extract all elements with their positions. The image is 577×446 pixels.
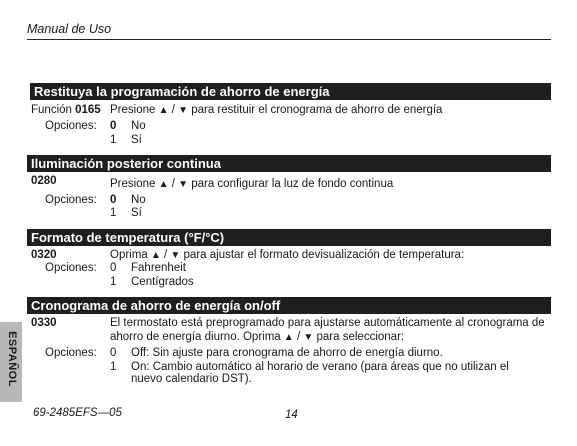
option-text: No	[131, 120, 146, 132]
option-text: Off: Sin ajuste para cronograma de ahorro de energía diurno.	[131, 347, 443, 359]
down-arrow-icon: ▼	[303, 332, 314, 343]
function-prefix: Función	[31, 104, 72, 116]
function-label	[31, 104, 101, 116]
function-description: Presione ▲ / ▼ para configurar la luz de fondo continua	[110, 178, 394, 190]
option-number: 1	[110, 276, 117, 288]
option-number: 0	[110, 194, 117, 206]
down-arrow-icon: ▼	[178, 105, 189, 116]
up-arrow-icon: ▲	[283, 332, 294, 343]
option-text: Fahrenheit	[131, 262, 186, 274]
option-number: 1	[110, 361, 117, 373]
up-arrow-icon: ▲	[150, 250, 161, 261]
document-code: 69-2485EFS—05	[33, 407, 122, 419]
section-heading-dst-schedule: Cronograma de ahorro de energía on/off	[27, 297, 551, 314]
down-arrow-icon: ▼	[170, 250, 181, 261]
up-arrow-icon: ▲	[158, 105, 169, 116]
function-description: Presione ▲ / ▼ para restituir el cronograma de ahorro de energía	[110, 104, 443, 116]
page-number: 14	[285, 409, 298, 421]
options-label: Opciones:	[45, 120, 97, 132]
option-text-continued: nuevo calendario DST).	[131, 373, 252, 385]
down-arrow-icon: ▼	[178, 179, 189, 190]
function-code: 0280	[31, 175, 57, 187]
function-description: Oprima ▲ / ▼ para ajustar el formato devisualización de temperatura:	[110, 249, 465, 261]
option-text: No	[131, 194, 146, 206]
options-label: Opciones:	[45, 347, 97, 359]
section-heading-restore-energy: Restituya la programación de ahorro de energía	[30, 83, 551, 100]
function-code: 0320	[31, 249, 57, 261]
option-text: On: Cambio automático al horario de verano (para áreas que no utilizan el	[131, 361, 509, 373]
option-number: 1	[110, 134, 117, 146]
function-code: 0330	[31, 317, 57, 329]
function-code: 0165	[75, 104, 101, 116]
option-number: 1	[110, 207, 117, 219]
options-label: Opciones:	[45, 262, 97, 274]
option-text: Sí	[131, 134, 142, 146]
option-number: 0	[110, 347, 117, 359]
header-divider	[27, 39, 551, 40]
section-heading-temperature-format: Formato de temperatura (°F/°C)	[27, 229, 551, 246]
function-description-line1: El termostato está preprogramado para ajustarse automáticamente al cronograma de	[110, 317, 545, 329]
option-number: 0	[110, 120, 117, 132]
up-arrow-icon: ▲	[158, 179, 169, 190]
section-heading-backlight: Iluminación posterior continua	[27, 155, 551, 172]
option-text: Sí	[131, 207, 142, 219]
options-label: Opciones:	[45, 194, 97, 206]
language-side-label: ESPAÑOL	[6, 331, 18, 387]
page-header-title: Manual de Uso	[27, 22, 112, 36]
option-number: 0	[110, 262, 117, 274]
function-description-line2: ahorro de energía diurno. Oprima ▲ / ▼ para seleccionar:	[110, 331, 405, 343]
option-text: Centígrados	[131, 276, 194, 288]
